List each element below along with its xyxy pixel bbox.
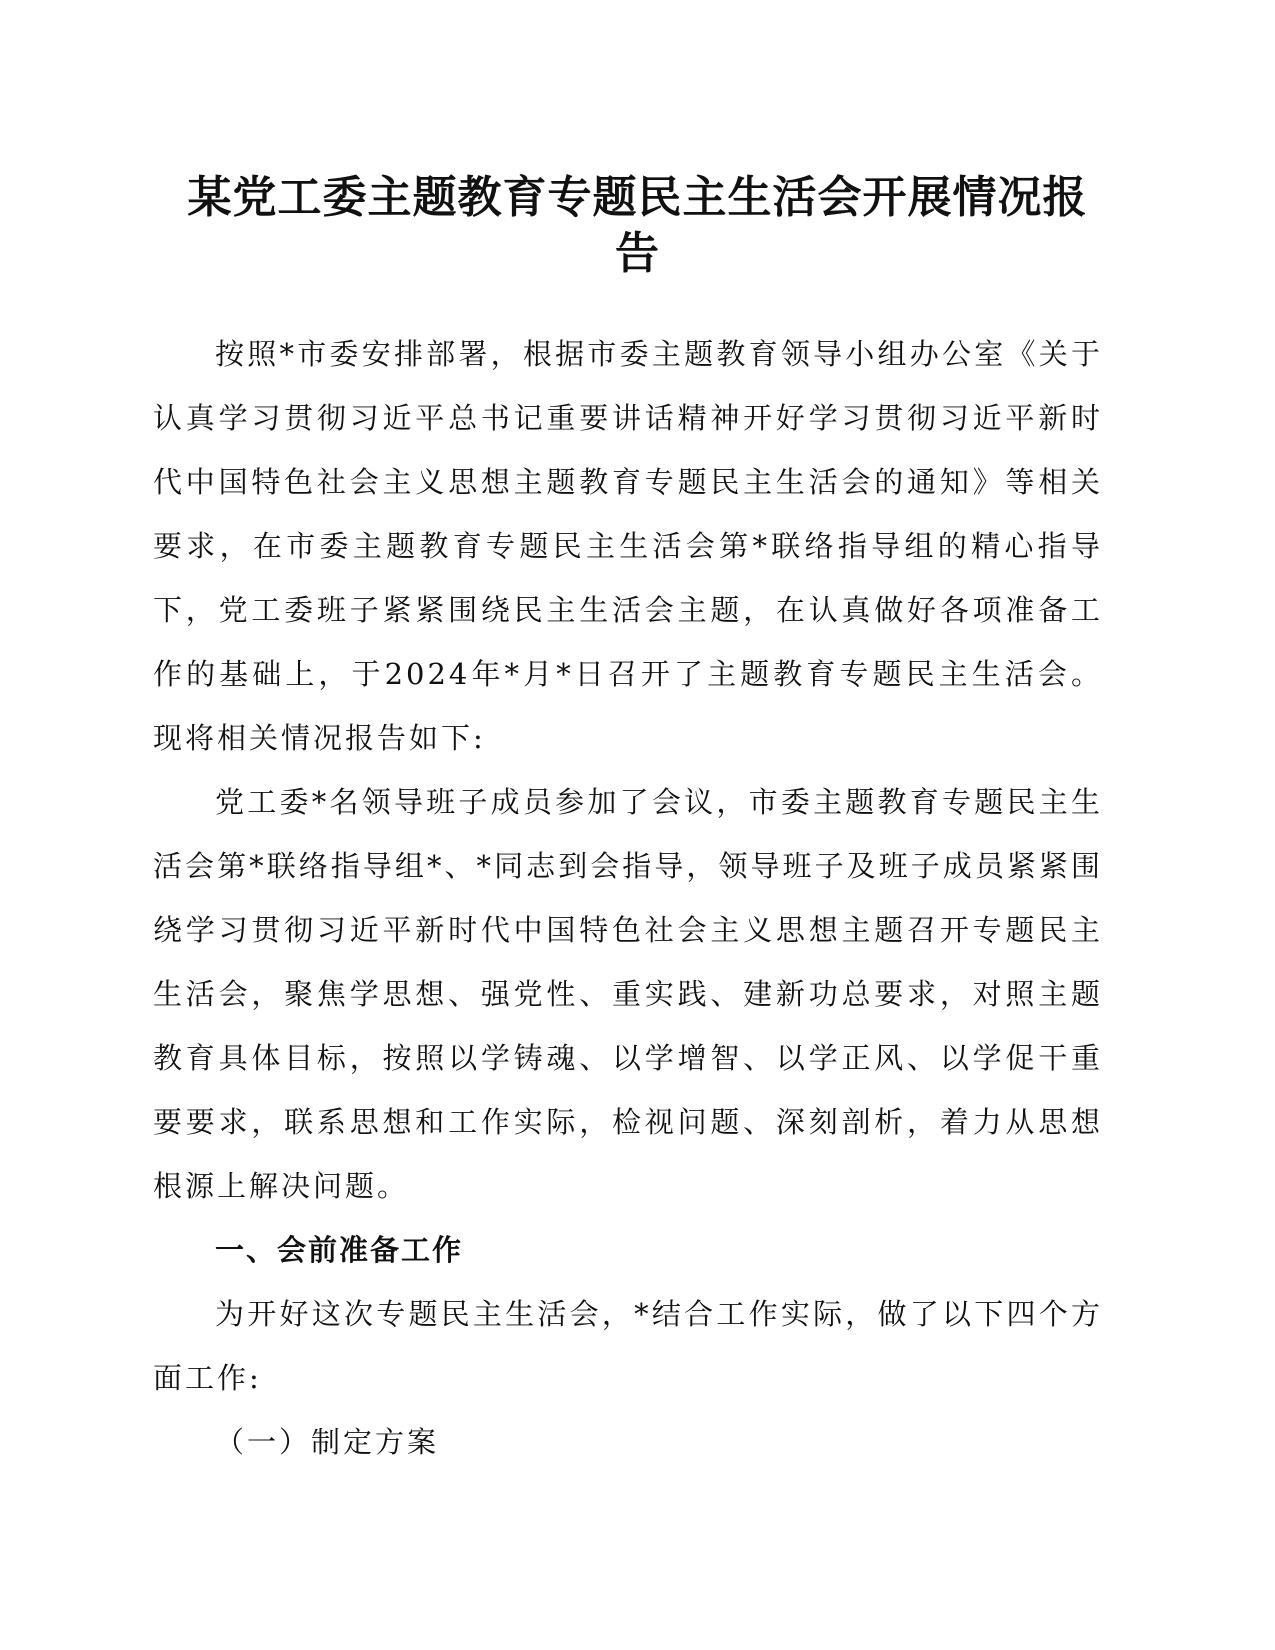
section-heading-preparation: 一、会前准备工作 (215, 1233, 464, 1267)
title-line-1: 某党工委主题教育专题民主生活会开展情况报 (187, 172, 1088, 223)
document-body (153, 322, 1103, 1474)
paragraph-attendance: 党工委*名领导班子成员参加了会议，市委主题教育专题民主生活会第*联络指导组*、*同志到会指导，领导班子及班子成员紧紧围绕学习贯彻习近平新时代中国特色社会主义思想主题召开专题民主生活会，聚焦学思想、强党性、重实践、建新功总要求，对照主题教育具体目标，按照以学铸魂、以学增智、以学正风、以学促干重要要求，联系思想和工作实际，检视问题、深刻剖析，着力从思想根源上解决问题。 (153, 785, 1103, 1203)
title-line-2: 告 (615, 228, 660, 279)
document-title (140, 170, 1135, 282)
paragraph-preparation-intro: 为开好这次专题民主生活会，*结合工作实际，做了以下四个方面工作: (153, 1297, 1103, 1395)
paragraph-intro: 按照*市委安排部署，根据市委主题教育领导小组办公室《关于认真学习贯彻习近平总书记重要讲话精神开好学习贯彻习近平新时代中国特色社会主义思想主题教育专题民主生活会的通知》等相关要求，在市委主题教育专题民主生活会第*联络指导组的精心指导下，党工委班子紧紧围绕民主生活会主题，在认真做好各项准备工作的基础上，于2024年*月*日召开了主题教育专题民主生活会。现将相关情况报告如下: (153, 337, 1103, 755)
subsection-heading-plan: （一）制定方案 (215, 1425, 440, 1459)
